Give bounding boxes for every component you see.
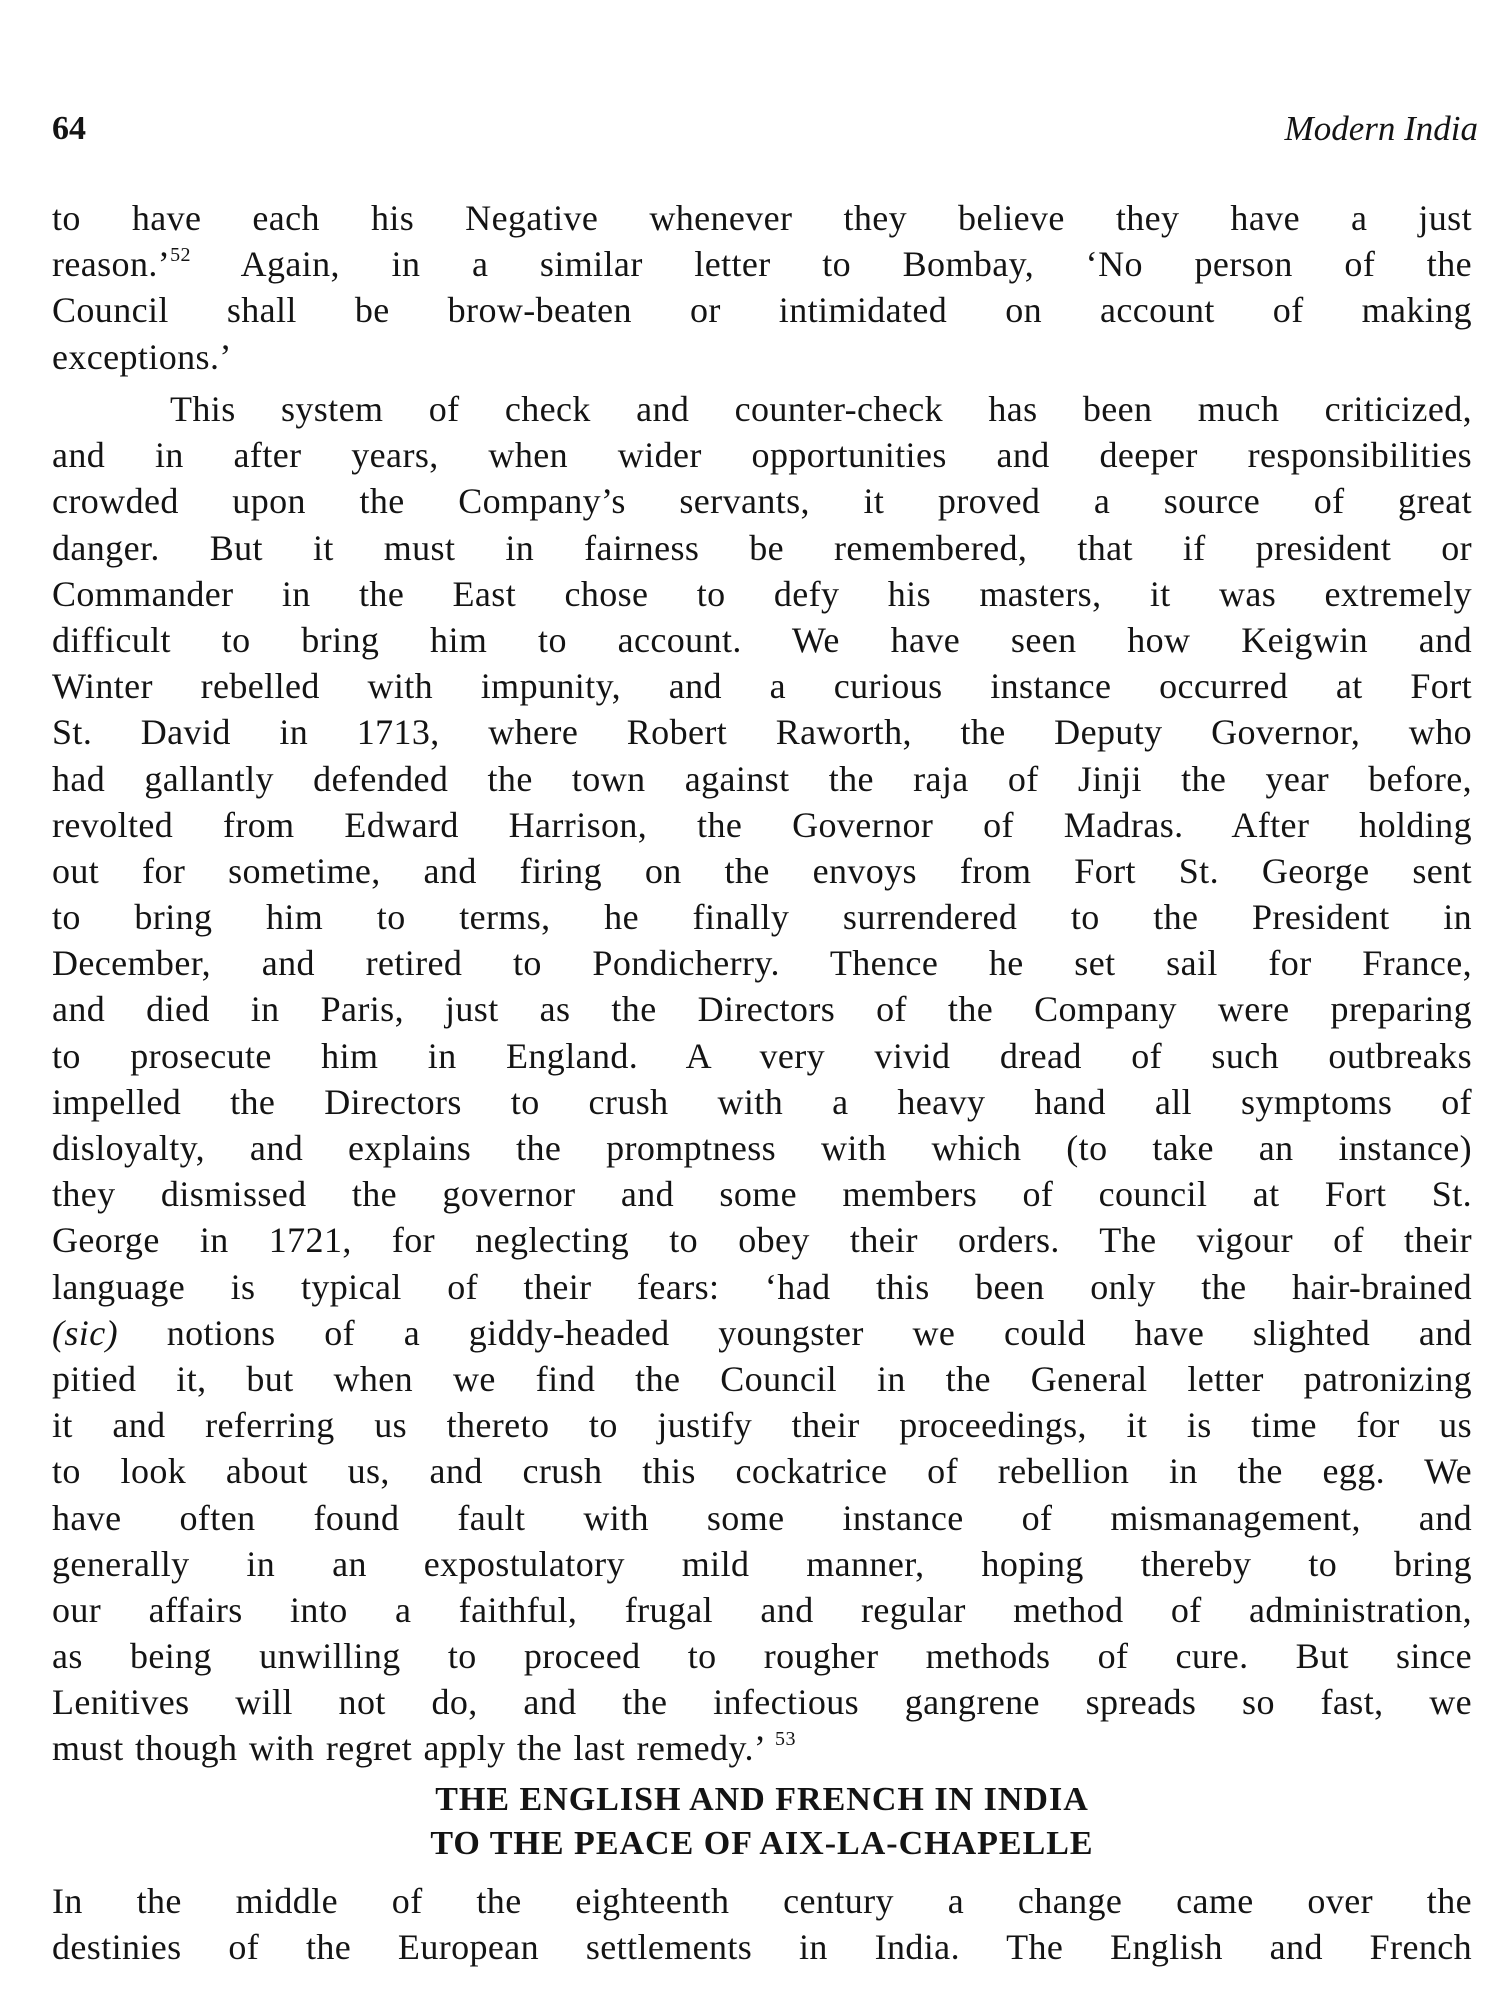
text-line: they dismissed the governor and some members of council at Fort St. — [52, 1174, 1472, 1215]
text-line: had gallantly defended the town against the raja of Jinji the year before, — [52, 758, 1472, 799]
section-heading — [52, 1778, 1472, 1866]
text-line: revolted from Edward Harrison, the Governor of Madras. After holding — [52, 804, 1472, 845]
text-run: Again, in a similar letter to Bombay, ‘No person of the — [240, 244, 1472, 285]
text-line: exceptions.’ — [52, 336, 232, 377]
text-line: In the middle of the eighteenth century a change came over the — [52, 1881, 1472, 1921]
paragraph-2 — [52, 386, 1472, 1772]
text-line: out for sometime, and firing on the envoys from Fort St. George sent — [52, 850, 1472, 891]
text-line: Winter rebelled with impunity, and a curious instance occurred at Fort — [52, 666, 1472, 707]
page-number: 64 — [52, 110, 86, 147]
heading-line: THE ENGLISH AND FRENCH IN INDIA — [435, 1781, 1089, 1818]
text-line: danger. But it must in fairness be remembered, that if president or — [52, 527, 1472, 568]
text-line: This system of check and counter-check has been much criticized, — [170, 389, 1472, 429]
text-line — [52, 1310, 1472, 1356]
footnote-ref: 52 — [170, 244, 191, 267]
text-line: George in 1721, for neglecting to obey their orders. The vigour of their — [52, 1220, 1472, 1261]
text-line: to prosecute him in England. A very vivid dread of such outbreaks — [52, 1035, 1472, 1076]
text-line: to bring him to terms, he finally surrendered to the President in — [52, 897, 1472, 938]
text-line: language is typical of their fears: ‘had this been only the hair-brained — [52, 1266, 1472, 1307]
heading-line: TO THE PEACE OF AIX-LA-CHAPELLE — [430, 1825, 1094, 1862]
text-line: it and referring us thereto to justify their proceedings, it is time for us — [52, 1405, 1472, 1446]
text-line: Commander in the East chose to defy his masters, it was extremely — [52, 573, 1472, 614]
text-line: to have each his Negative whenever they believe they have a just — [52, 198, 1472, 238]
paragraph-1 — [52, 195, 1472, 380]
text-line: impelled the Directors to crush with a heavy hand all symptoms of — [52, 1081, 1472, 1122]
text-line — [52, 1725, 1472, 1771]
text-line: to look about us, and crush this cockatrice of rebellion in the egg. We — [52, 1451, 1472, 1492]
text-line: Lenitives will not do, and the infectious gangrene spreads so fast, we — [52, 1682, 1472, 1723]
paragraph-3 — [52, 1878, 1472, 1970]
text-line: St. David in 1713, where Robert Raworth, the Deputy Governor, who — [52, 712, 1472, 753]
text-line: destinies of the European settlements in India. The English and French — [52, 1927, 1472, 1968]
text-line: difficult to bring him to account. We have seen how Keigwin and — [52, 619, 1472, 660]
text-line: Council shall be brow-beaten or intimidated on account of making — [52, 290, 1472, 331]
text-line: our affairs into a faithful, frugal and regular method of administration, — [52, 1589, 1472, 1630]
text-line: have often found fault with some instance of mismanagement, and — [52, 1497, 1472, 1538]
text-line: pitied it, but when we find the Council in the General letter patronizing — [52, 1358, 1472, 1399]
italic-sic: (sic) — [52, 1312, 118, 1353]
text-line: crowded upon the Company’s servants, it proved a source of great — [52, 481, 1472, 522]
text-line: and in after years, when wider opportunities and deeper responsibilities — [52, 435, 1472, 476]
text-line: December, and retired to Pondicherry. Thence he set sail for France, — [52, 943, 1472, 984]
text-run: must though with regret apply the last remedy.’ — [52, 1728, 764, 1769]
running-head — [52, 104, 1478, 154]
text-line: generally in an expostulatory mild manner, hoping thereby to bring — [52, 1543, 1472, 1584]
text-run: notions of a giddy-headed youngster we could have slighted and — [166, 1312, 1473, 1353]
book-title: Modern India — [1284, 109, 1478, 148]
text-line: as being unwilling to proceed to rougher methods of cure. But since — [52, 1636, 1472, 1677]
text-line: and died in Paris, just as the Directors of the Company were preparing — [52, 989, 1472, 1030]
text-run: reason.’ — [52, 244, 171, 285]
text-line — [52, 241, 1472, 287]
text-line: disloyalty, and explains the promptness with which (to take an instance) — [52, 1128, 1472, 1168]
footnote-ref: 53 — [775, 1728, 796, 1751]
